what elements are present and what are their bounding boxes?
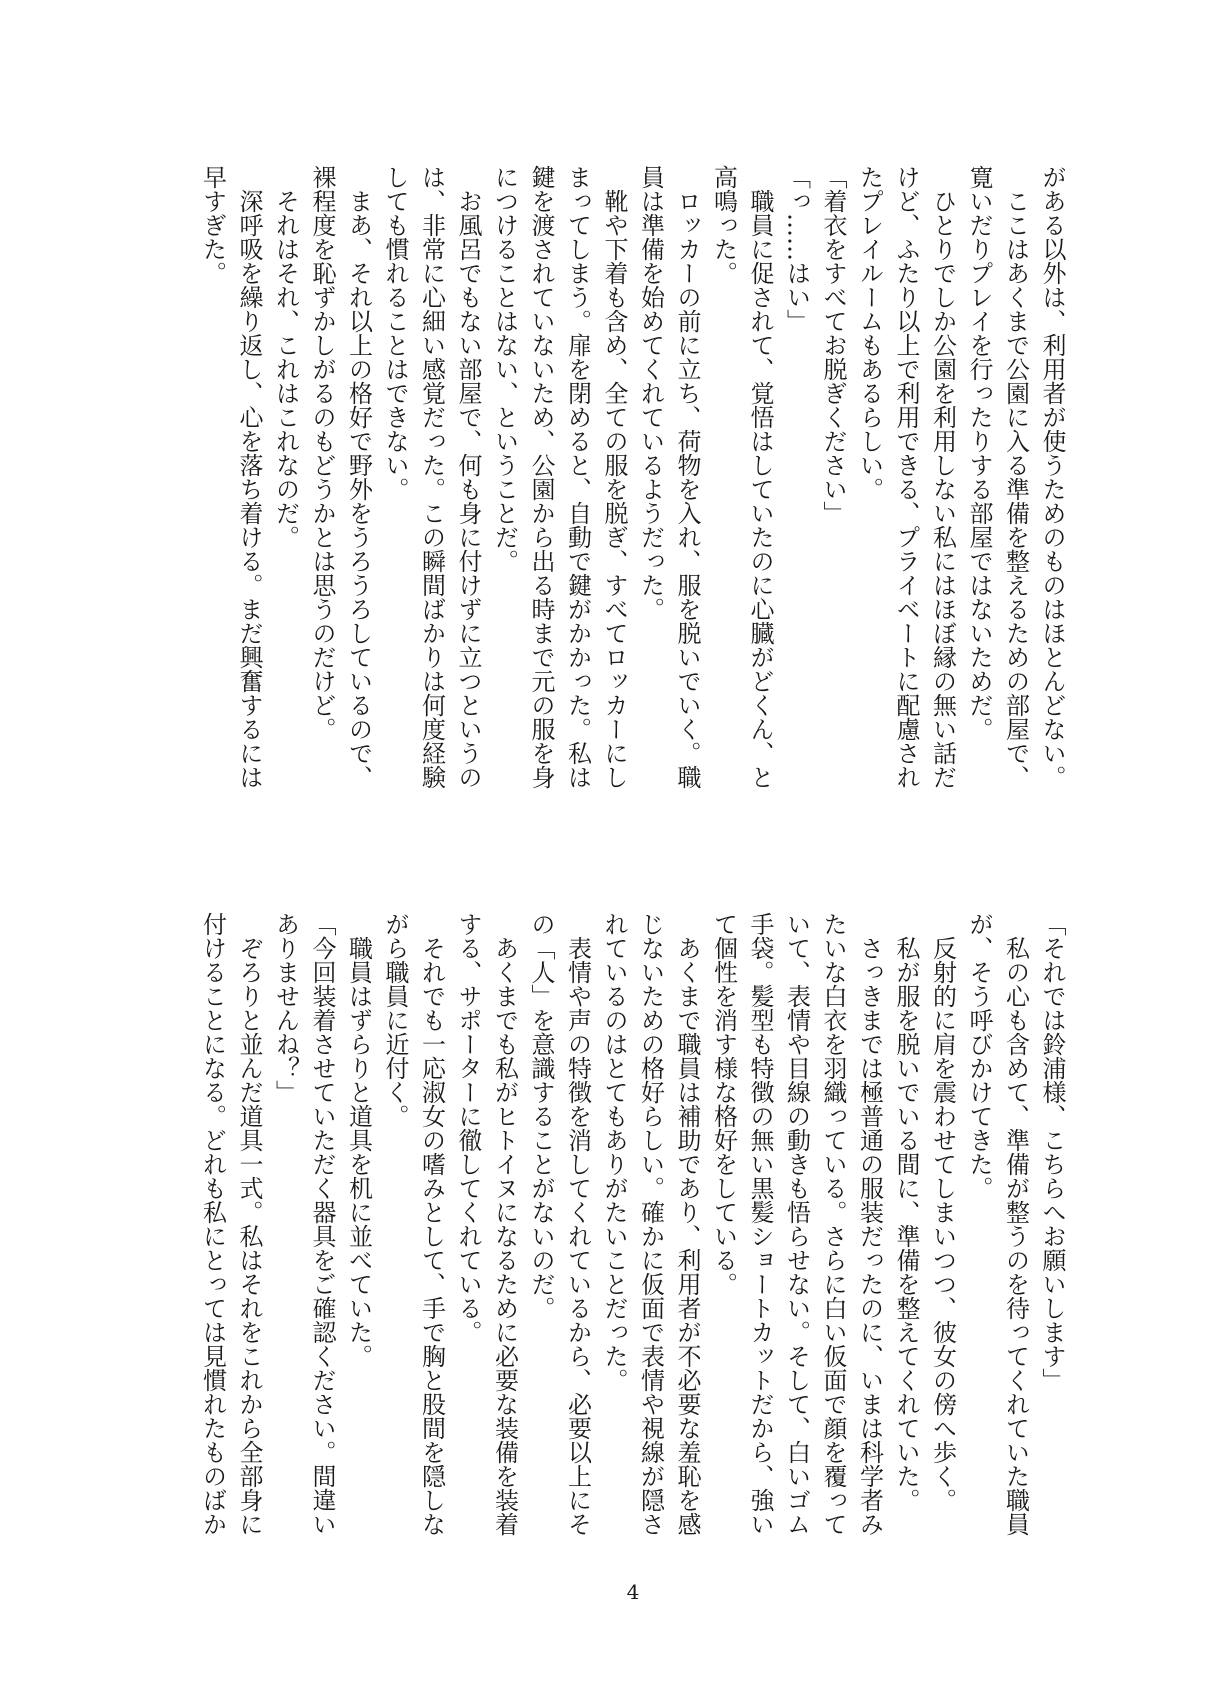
text-line: 早すぎた。 (198, 165, 227, 285)
text-line: ひとりでしか公園を利用しない私にはほぼ縁の無い話だ (928, 165, 957, 789)
bottom-text-block (194, 912, 1070, 1552)
text-line: 裸程度を恥ずかしがるのもどうかとは思うのだけど。 (308, 165, 336, 741)
text-line: たプレイルームもあるらしい。 (855, 165, 884, 501)
text-line: 手袋。髪型も特徴の無い黒髪ショートカットだから、強い (746, 912, 774, 1536)
text-line: の「人」を意識することがないのだ。 (527, 912, 555, 1320)
text-line: まあ、それ以上の格好で野外をうろうろしているので、 (344, 165, 373, 789)
text-line: する、サポーターに徹してくれている。 (454, 912, 482, 1344)
text-line: じないための格好らしい。確かに仮面で表情や視線が隠さ (636, 912, 665, 1536)
text-line: 鍵を渡されていないため、公園から出る時まで元の服を身 (527, 165, 555, 789)
text-line: 「っ……はい」 (782, 165, 811, 333)
text-line: ぞろりと並んだ道具一式。私はそれをこれから全部身に (235, 912, 263, 1536)
text-line: 私が服を脱いでいる間に、準備を整えてくれていた。 (892, 912, 920, 1512)
text-line: て個性を消す様な格好をしている。 (709, 912, 738, 1296)
text-line: 員は準備を始めてくれているようだった。 (636, 165, 665, 621)
text-line: につけることはない、ということだ。 (490, 165, 519, 573)
text-line: 「今回装着させていただく器具をご確認ください。間違い (308, 912, 336, 1536)
page-number: 4 (626, 1580, 640, 1604)
text-line: ありませんね？」 (271, 912, 300, 1104)
text-line: 深呼吸を繰り返し、心を落ち着ける。まだ興奮するには (235, 165, 263, 789)
text-line: 「着衣をすべてお脱ぎください」 (819, 165, 847, 525)
text-line: あくまで職員は補助であり、利用者が不必要な羞恥を感 (673, 912, 701, 1536)
text-line: 寛いだりプレイを行ったりする部屋ではないためだ。 (965, 165, 993, 741)
text-line: それでも一応淑女の嗜みとして、手で胸と股間を隠しな (417, 912, 446, 1536)
text-line: しても慣れることはできない。 (381, 165, 409, 501)
text-line: お風呂でもない部屋で、何も身に付けずに立つというの (454, 165, 482, 789)
text-line: が、そう呼びかけてきた。 (965, 912, 993, 1200)
text-line: 職員はずらりと道具を机に並べていた。 (344, 912, 373, 1368)
text-line: は、非常に心細い感覚だった。この瞬間ばかりは何度経験 (417, 165, 446, 789)
text-line: 反射的に肩を震わせてしまいつつ、彼女の傍へ歩く。 (928, 912, 957, 1512)
text-line: ここはあくまで公園に入る準備を整えるための部屋で、 (1001, 165, 1030, 789)
text-line: あくまでも私がヒトイヌになるために必要な装備を装着 (490, 912, 519, 1536)
text-line: 「それでは鈴浦様、こちらへお願いします」 (1038, 912, 1066, 1392)
text-line: さっきまでは極普通の服装だったのに、いまは科学者み (855, 912, 884, 1536)
text-line: れているのはとてもありがたいことだった。 (600, 912, 628, 1392)
text-line: いて、表情や目線の動きも悟らせない。そして、白いゴム (782, 912, 811, 1536)
text-line: 表情や声の特徴を消してくれているから、必要以上にそ (563, 912, 592, 1536)
text-line: 靴や下着も含め、全ての服を脱ぎ、すべてロッカーにし (600, 165, 628, 789)
text-line: たいな白衣を羽織っている。さらに白い仮面で顔を覆って (819, 912, 847, 1536)
text-line: けど、ふたり以上で利用できる、プライベートに配慮され (892, 165, 920, 789)
text-line: がら職員に近付く。 (381, 912, 409, 1128)
top-text-block (194, 165, 1070, 805)
text-line: 私の心も含めて、準備が整うのを待ってくれていた職員 (1001, 912, 1030, 1536)
text-line: それはそれ、これはこれなのだ。 (271, 165, 300, 549)
text-line: 付けることになる。どれも私にとっては見慣れたものばか (198, 912, 227, 1536)
text-line: がある以外は、利用者が使うためのものはほとんどない。 (1038, 165, 1066, 789)
text-line: まってしまう。扉を閉めると、自動で鍵がかかった。私は (563, 165, 592, 789)
text-line: ロッカーの前に立ち、荷物を入れ、服を脱いでいく。職 (673, 165, 701, 789)
text-line: 職員に促されて、覚悟はしていたのに心臓がどくん、と (746, 165, 774, 789)
text-line: 高鳴った。 (709, 165, 738, 285)
